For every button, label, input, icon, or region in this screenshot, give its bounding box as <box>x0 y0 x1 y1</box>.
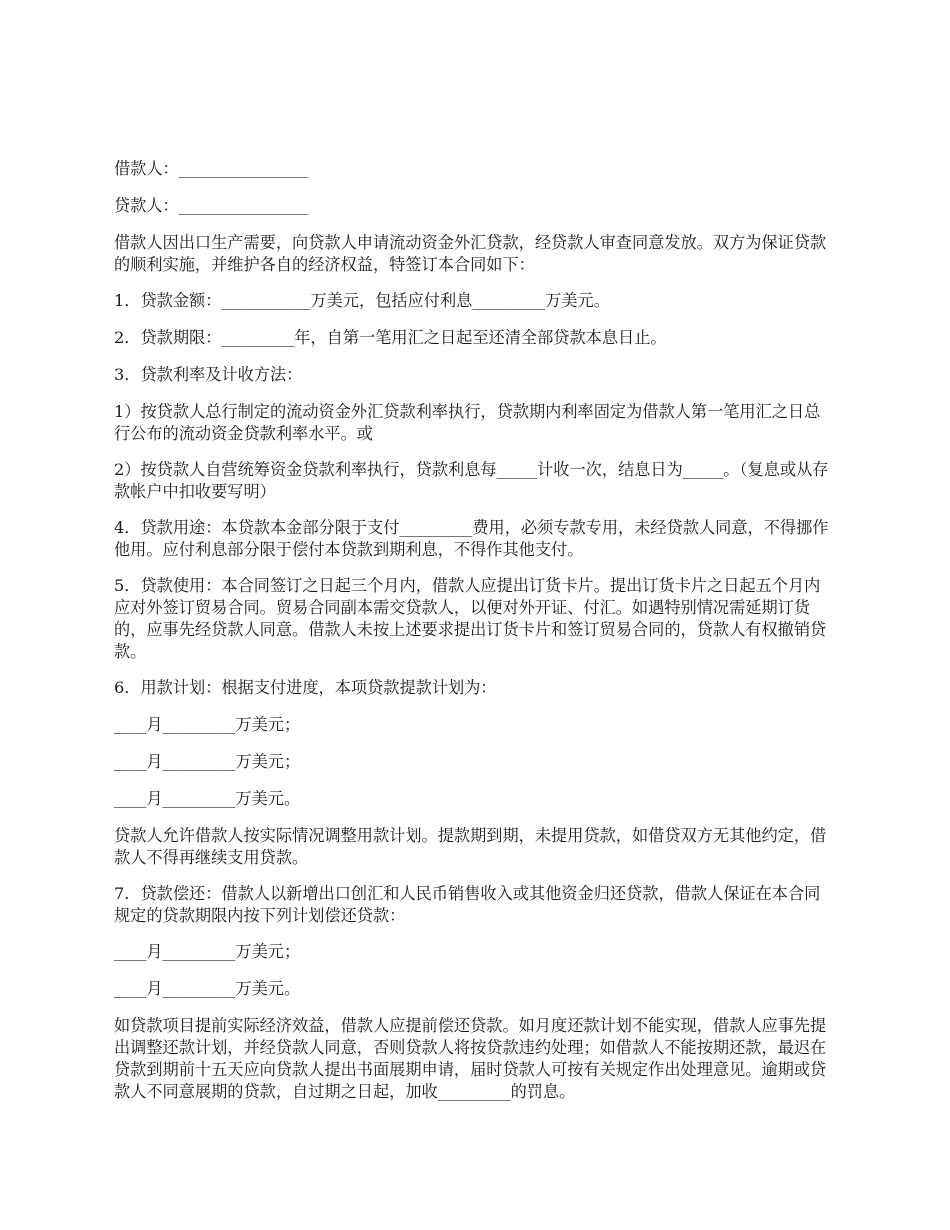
clause-drawdown-plan: 6．用款计划：根据支付进度，本项贷款提款计划为： <box>114 678 497 697</box>
clause-interest-option-1: 1）按贷款人总行制定的流动资金外汇贷款利率执行，贷款期内利率固定为借款人第一笔用汇之日总行公布的流动资金贷款利率水平。或 <box>114 402 821 443</box>
borrower-line: 借款人：________________ <box>114 159 309 178</box>
repayment-item: ____月_________万美元。 <box>114 979 301 998</box>
drawdown-adjustment: 贷款人允许借款人按实际情况调整用款计划。提款期到期，未提用贷款，如借贷双方无其他约定，借款人不得再继续支用贷款。 <box>114 826 827 867</box>
lender-line: 贷款人：________________ <box>114 196 309 215</box>
clause-loan-purpose: 4．贷款用途：本贷款本金部分限于支付_________费用，必须专款专用，未经贷款人同意，不得挪作他用。应付利息部分限于偿付本贷款到期利息，不得作其他支付。 <box>114 518 829 559</box>
clause-loan-term: 2．贷款期限：_________年，自第一笔用汇之日起至还清全部贷款本息日止。 <box>114 328 667 347</box>
clause-interest-option-2: 2）按贷款人自营统筹资金贷款利率执行，贷款利息每_____计收一次，结息日为_____。（复息或从存款帐户中扣收要写明） <box>114 460 829 501</box>
clause-loan-amount: 1．贷款金额：___________万美元，包括应付利息_________万美元。 <box>114 291 610 310</box>
preamble: 借款人因出口生产需要，向贷款人申请流动资金外汇贷款，经贷款人审查同意发放。双方为保证贷款的顺利实施，并维护各自的经济权益，特签订本合同如下： <box>114 233 827 274</box>
contract-body <box>114 158 836 1117</box>
drawdown-item: ____月_________万美元； <box>114 715 301 734</box>
repayment-item: ____月_________万美元； <box>114 942 301 961</box>
clause-loan-use: 5．贷款使用：本合同签订之日起三个月内，借款人应提出订货卡片。提出订货卡片之日起五个月内应对外签订贸易合同。贸易合同副本需交贷款人，以便对外开证、付汇。如遇特别情况需延期订货的，应事先经贷款人同意。借款人未按上述要求提出订货卡片和签订贸易合同的，贷款人有权撤销贷款。 <box>114 576 827 661</box>
drawdown-item: ____月_________万美元； <box>114 752 301 771</box>
clause-interest-heading: 3．贷款利率及计收方法： <box>114 365 303 384</box>
drawdown-item: ____月_________万美元。 <box>114 789 301 808</box>
clause-repayment: 7．贷款偿还：借款人以新增出口创汇和人民币销售收入或其他资金归还贷款，借款人保证在本合同规定的贷款期限内按下列计划偿还贷款： <box>114 884 821 925</box>
early-repayment: 如贷款项目提前实际经济效益，借款人应提前偿还贷款。如月度还款计划不能实现，借款人应事先提出调整还款计划，并经贷款人同意，否则贷款人将按贷款违约处理；如借款人不能按期还款，最迟在贷款到期前十五天应向贷款人提出书面展期申请，届时贷款人可按有关规定作出处理意见。逾期或贷款人不同意展期的贷款，自过期之日起，加收_________的罚息。 <box>114 1016 827 1101</box>
